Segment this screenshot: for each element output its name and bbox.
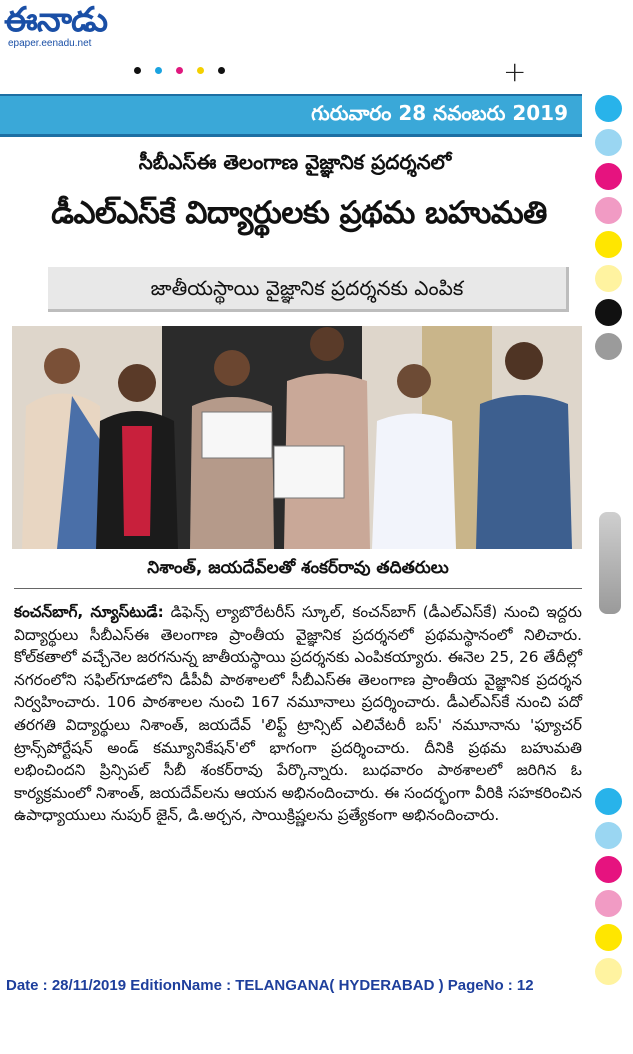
article-body bbox=[14, 601, 582, 827]
registration-dots bbox=[134, 67, 225, 74]
date-band bbox=[0, 94, 582, 137]
color-swatches-top bbox=[595, 95, 625, 367]
article-kicker: సీబీఎస్‌ఈ తెలంగాణ వైజ్ఞానిక ప్రదర్శనలో bbox=[138, 150, 452, 174]
color-swatch bbox=[595, 924, 622, 951]
registration-dot bbox=[197, 67, 204, 74]
color-swatch bbox=[595, 333, 622, 360]
color-swatch bbox=[595, 197, 622, 224]
registration-dot bbox=[155, 67, 162, 74]
color-swatch bbox=[595, 265, 622, 292]
edition-footer: Date : 28/11/2019 EditionName : TELANGANA( HYDERABAD ) PageNo : 12 bbox=[6, 977, 534, 994]
color-swatch bbox=[595, 890, 622, 917]
registration-dot bbox=[176, 67, 183, 74]
article-photo bbox=[12, 326, 582, 549]
article-headline: డీఎల్‌ఎస్‌కే విద్యార్థులకు ప్రథమ బహుమతి bbox=[51, 195, 547, 231]
article-subhead: జాతీయస్థాయి వైజ్ఞానిక ప్రదర్శనకు ఎంపిక bbox=[48, 267, 569, 312]
color-swatch bbox=[595, 129, 622, 156]
eenadu-logo[interactable] bbox=[4, 2, 144, 54]
logo-text: ఈనాడు bbox=[4, 0, 108, 40]
issue-date: గురువారం 28 నవంబరు 2019 bbox=[311, 101, 568, 125]
crop-mark-icon: + bbox=[503, 55, 527, 88]
color-swatch bbox=[595, 788, 622, 815]
color-swatch bbox=[595, 856, 622, 883]
site-url: epaper.eenadu.net bbox=[8, 38, 92, 49]
color-swatch bbox=[595, 299, 622, 326]
registration-dot bbox=[218, 67, 225, 74]
color-swatch bbox=[595, 822, 622, 849]
color-swatches-bottom bbox=[595, 788, 625, 992]
article-dateline: కంచన్‌బాగ్, న్యూస్‌టుడే: bbox=[14, 603, 164, 621]
color-swatch bbox=[595, 95, 622, 122]
color-swatch bbox=[595, 231, 622, 258]
photo-caption: నిశాంత్, జయదేవ్‌లతో శంకర్‌రావు తదితరులు bbox=[14, 558, 582, 589]
color-swatch bbox=[595, 163, 622, 190]
page-scrollbar[interactable] bbox=[599, 512, 621, 614]
article-body-text: డిఫెన్స్ ల్యాబొరేటరీస్ స్కూల్, కంచన్‌బాగ్ (డీఎల్‌ఎస్‌కే) నుంచి ఇద్దరు విద్యార్థులు సీబీఎస్‌ఈ తెలంగాణ ప్రాంతీయ వైజ్ఞానిక ప్రదర్శనలో ప్రథమస్థానంలో నిలిచారు. కోల్‌కతాలో వచ్చేనెల జరగనున్న జాతీయస్థాయి ప్రదర్శనకు ఎంపికయ్యారు. ఈనెల 25, 26 తేదీల్లో నగరంలోని సఫిల్‌గూడలోని డీపీవీ పాఠశాలలో సీబీఎస్‌ఈ తెలంగాణ ప్రాంతీయ వైజ్ఞానిక ప్రదర్శన నిర్వహించారు. 106 పాఠశాలల నుంచి 167 నమూనాలు ప్రదర్శించారు. డీఎల్‌ఎస్‌కే నుంచి పదో తరగతి విద్యార్థులు నిశాంత్, జయదేవ్ 'లిఫ్ట్ ట్రాన్సిట్ ఎలివేటరీ బస్' నమూనాను 'ఫ్యూచర్ ట్రాన్స్‌పోర్టేషన్ అండ్ కమ్యూనికేషన్‌'లో భాగంగా ప్రదర్శించారు. దీనికి ప్రథమ బహుమతి లభించిందని ప్రిన్సిపల్ సీబీ శంకర్‌రావు పేర్కొన్నారు. బుధవారం పాఠశాలలో జరిగిన ఓ కార్యక్రమంలో నిశాంత్, జయదేవ్‌లను ఆయన అభినందించారు. ఈ సందర్భంగా వీరికి సహకరించిన ఉపాధ్యాయులు నుపుర్ జైన్, డి.అర్చన, సాయిక్రిష్ణలను ప్రత్యేకంగా అభినందించారు. bbox=[14, 603, 582, 825]
color-swatch bbox=[595, 958, 622, 985]
registration-dot bbox=[134, 67, 141, 74]
